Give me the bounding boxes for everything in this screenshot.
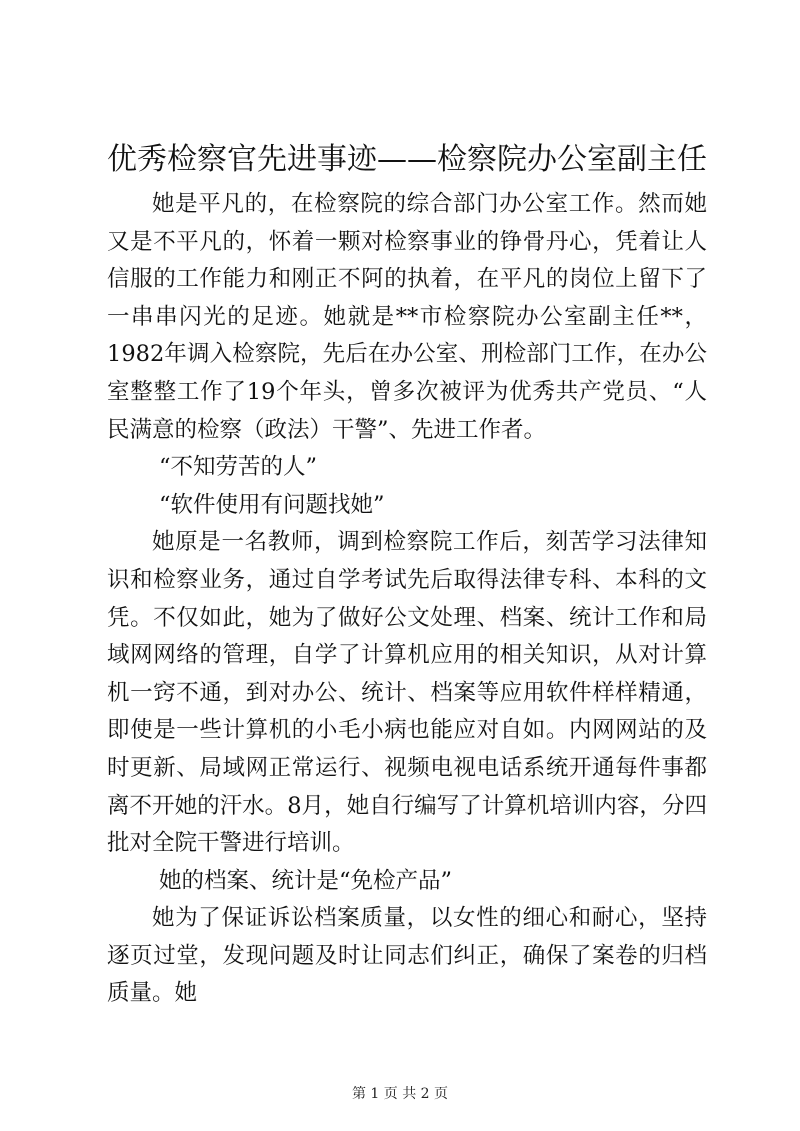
- document-title: 优秀检察官先进事迹——检察院办公室副主任: [107, 142, 707, 177]
- section-heading-software: “软件使用有问题找她”: [159, 491, 385, 518]
- document-body: [107, 186, 707, 1013]
- page-number-footer: 第 1 页 共 2 页: [351, 1086, 449, 1102]
- paragraph-intro: 她是平凡的，在检察院的综合部门办公室工作。然而她又是不平凡的，怀着一颗对检察事业的铮骨丹心，凭着让人信服的工作能力和刚正不阿的执着，在平凡的岗位上留下了一串串闪光的足迹。她就是**市检察院办公室副主任**，1982年调入检察院，先后在办公室、刑检部门工作，在办公室整整工作了19个年头，曾多次被评为优秀共产党员、“人民满意的检察（政法）干警”、先进工作者。: [107, 191, 707, 443]
- paragraph-software: 她原是一名教师，调到检察院工作后，刻苦学习法律知识和检察业务，通过自学考试先后取得法律专科、本科的文凭。不仅如此，她为了做好公文处理、档案、统计工作和局域网网络的管理，自学了计算机应用的相关知识，从对计算机一窍不通，到对办公、统计、档案等应用软件样样精通，即使是一些计算机的小毛小病也能应对自如。内网网站的及时更新、局域网正常运行、视频电视电话系统开通每件事都离不开她的汗水。8月，她自行编写了计算机培训内容，分四批对全院干警进行培训。: [107, 529, 707, 857]
- section-heading-tireless: “不知劳苦的人”: [159, 454, 318, 481]
- paragraph-archives: 她为了保证诉讼档案质量，以女性的细心和耐心，坚持逐页过堂，发现问题及时让同志们纠正，确保了案卷的归档质量。她: [107, 905, 707, 1007]
- section-heading-archives: 她的档案、统计是“免检产品”: [159, 867, 453, 894]
